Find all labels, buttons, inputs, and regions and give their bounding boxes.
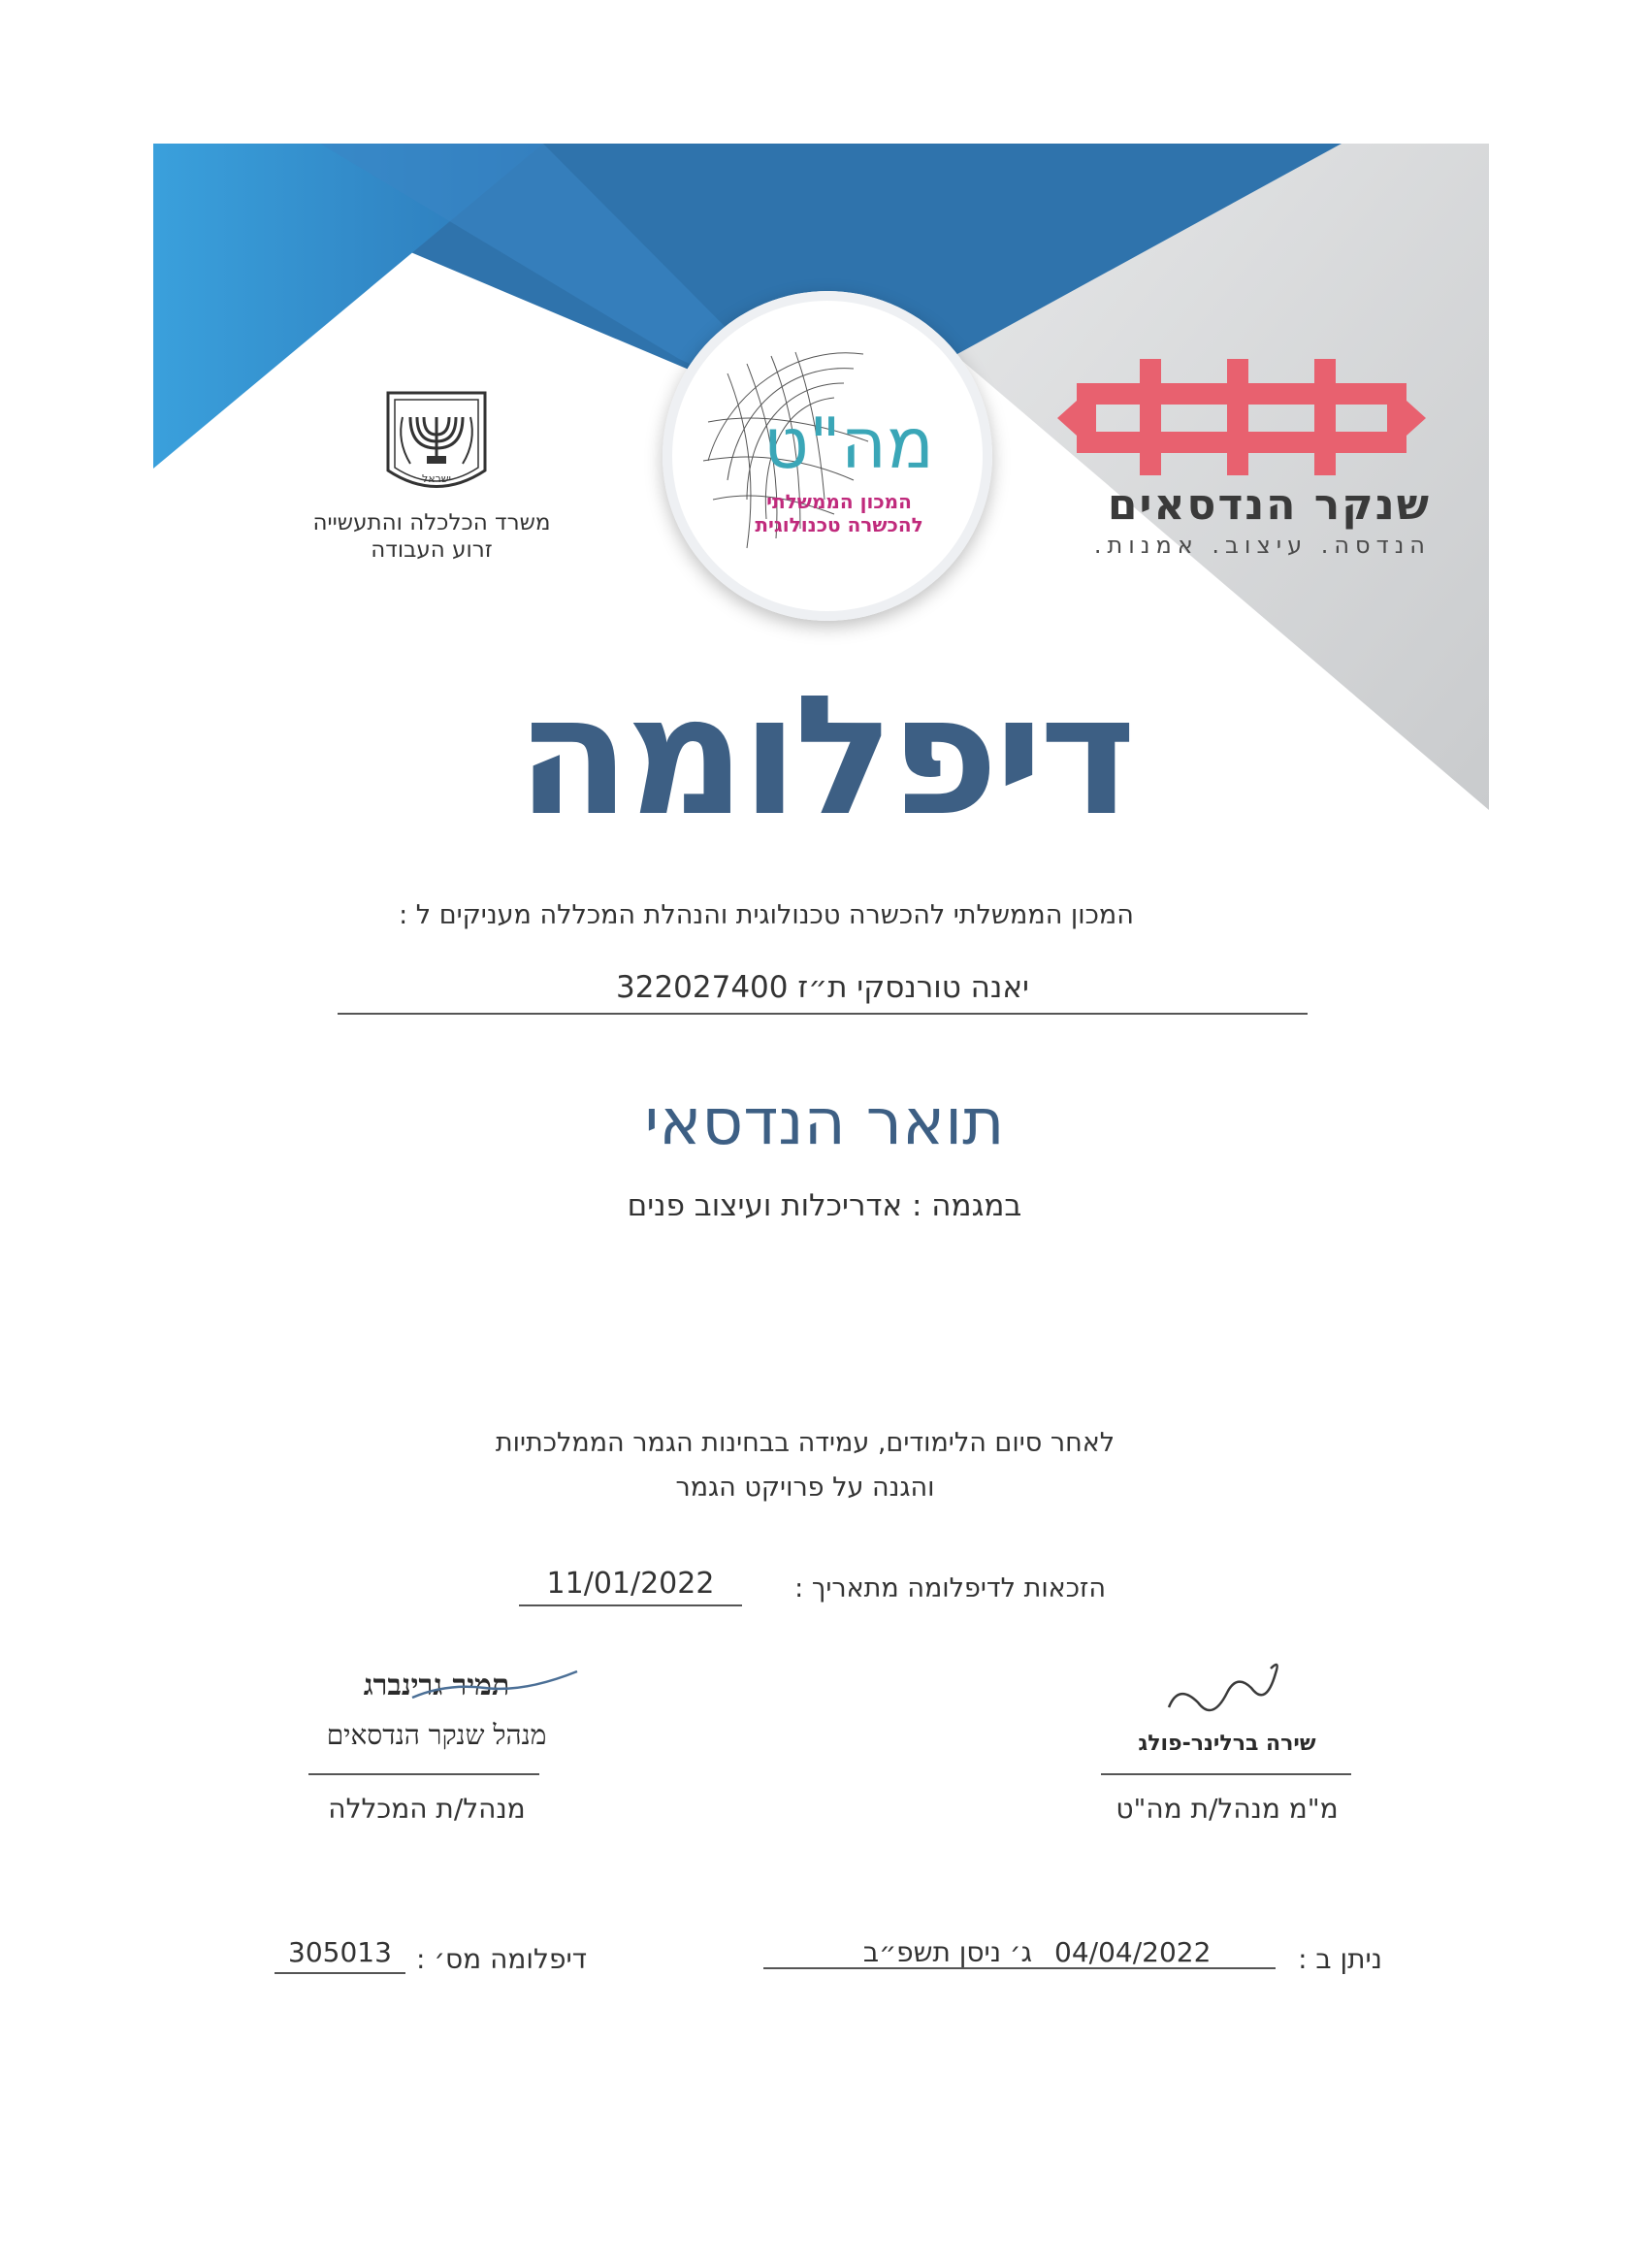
shenkar-tagline: הנדסה. עיצוב. אמנות. [1093, 532, 1431, 559]
awarding-statement: המכון הממשלתי להכשרה טכנולוגית והנהלת המכללה מעניקים ל : [399, 900, 1134, 930]
completion-statement [417, 1421, 1193, 1510]
right-signer-name: שירה ברלינר-פולג [1138, 1732, 1316, 1756]
completion-line1: לאחר סיום הלימודים, עמידה בבחינות הגמר הממלכתיות [495, 1428, 1116, 1458]
ministry-line1: משרד הכלכלה והתעשייה [312, 510, 551, 535]
right-signature-scribble [1159, 1654, 1295, 1732]
right-signer-role: מ"מ מנהל/ת מה"ט [1116, 1793, 1339, 1825]
shenkar-logo-mark [1057, 354, 1426, 485]
mahat-logo-text: מה"ט [763, 403, 934, 484]
left-signer-role: מנהל/ת המכללה [328, 1793, 526, 1825]
degree-title: תואר הנדסאי [644, 1085, 1005, 1159]
completion-line2: והגנה על פרויקט הגמר [675, 1473, 935, 1503]
shenkar-name: שנקר הנדסאים [1107, 480, 1431, 530]
eligibility-label: הזכאות לדיפלומה מתאריך : [794, 1573, 1106, 1604]
major: במגמה : אדריכלות ועיצוב פנים [627, 1188, 1022, 1223]
issued-label: ניתן ב : [1298, 1943, 1382, 1975]
recipient-name: יאנה טורנסקי ת״ז 322027400 [338, 970, 1308, 1015]
left-signature-line [308, 1773, 539, 1775]
left-stamp-title: מנהל שנקר הנדסאים [326, 1719, 547, 1751]
left-signature-scribble [407, 1664, 582, 1712]
mahat-sub-line2: להכשרה טכנולוגית [755, 513, 923, 536]
right-signature-line [1101, 1773, 1351, 1775]
mahat-sub-line1: המכון הממשלתי [766, 490, 912, 513]
ministry-line2: זרוע העבודה [371, 537, 493, 563]
issued-hebrew-date: ג׳ ניסן תשפ״ב [862, 1936, 1033, 1968]
ministry-name [272, 509, 592, 564]
diploma-title: דיפלומה [516, 661, 1133, 853]
issued-date-line [763, 1936, 1276, 1969]
emblem-text: ישראל [421, 472, 452, 485]
state-emblem-icon [383, 388, 490, 504]
eligibility-date: 11/01/2022 [519, 1567, 742, 1606]
diploma-number: 305013 [275, 1936, 405, 1974]
mahat-logo-subtitle [737, 490, 941, 536]
issued-date: 04/04/2022 [1054, 1936, 1212, 1968]
diploma-number-label: דיפלומה מס׳ : [416, 1943, 587, 1975]
left-signer-name: תמיר גרינברג [363, 1669, 510, 1702]
